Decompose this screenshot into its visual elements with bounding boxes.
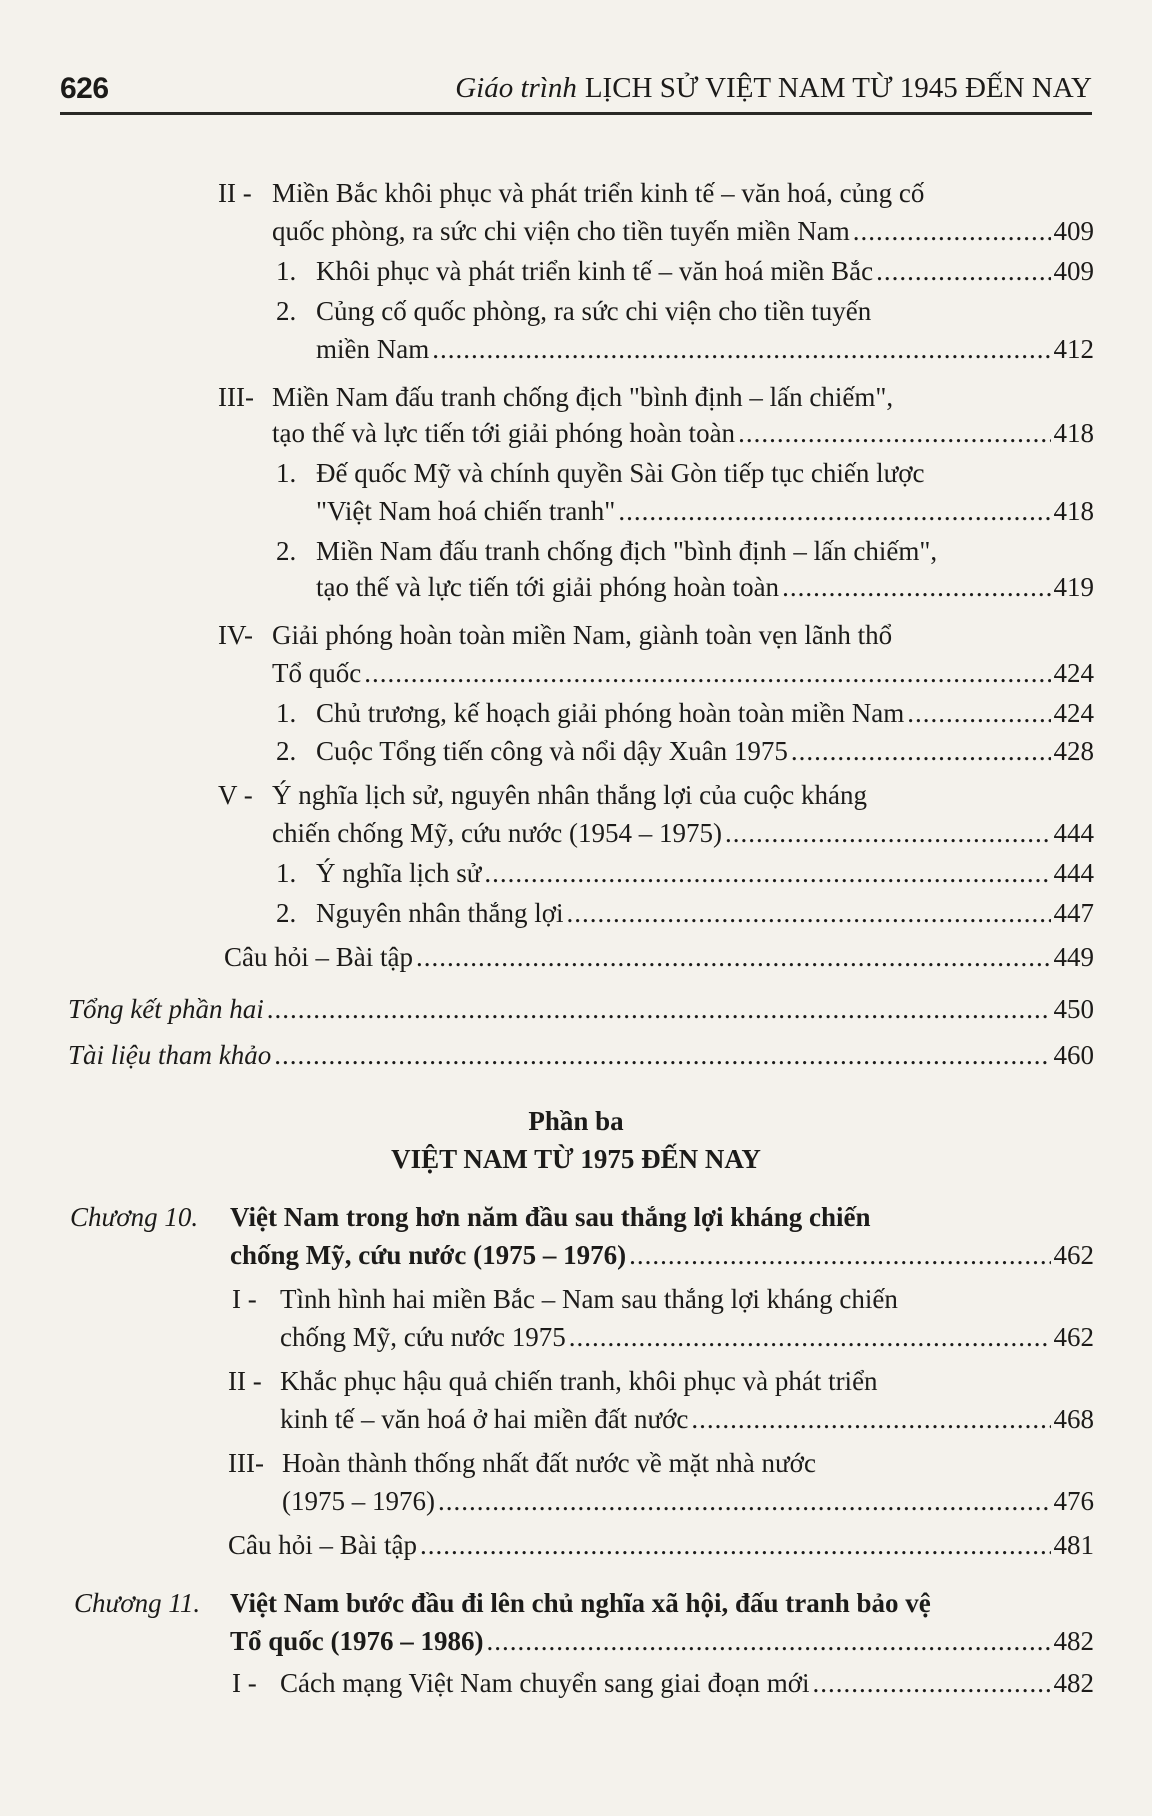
chapter-title: Việt Nam trong hơn năm đầu sau thắng lợi kháng chiến bbox=[230, 1202, 871, 1232]
toc-entry-text: chống Mỹ, cứu nước 1975 bbox=[280, 1322, 566, 1352]
toc-page-number: 447 bbox=[1053, 898, 1094, 928]
toc-entry bbox=[316, 856, 1094, 890]
toc-entry bbox=[272, 816, 1094, 850]
toc-entry bbox=[280, 1666, 1094, 1700]
chapter-title: Tổ quốc (1976 – 1986) bbox=[230, 1626, 484, 1656]
toc-entry-text: chiến chống Mỹ, cứu nước (1954 – 1975) bbox=[272, 818, 722, 848]
toc-page-number: 482 bbox=[1053, 1668, 1094, 1698]
toc-page-number: 424 bbox=[1053, 658, 1094, 688]
leader-dots bbox=[267, 992, 1051, 1026]
toc-page-number: 428 bbox=[1053, 736, 1094, 766]
leader-dots bbox=[791, 734, 1051, 768]
toc-entry-text: tạo thế và lực tiến tới giải phóng hoàn toàn bbox=[272, 418, 736, 448]
toc-entry-text: Nguyên nhân thắng lợi bbox=[316, 898, 564, 928]
toc-entry-text: Đế quốc Mỹ và chính quyền Sài Gòn tiếp tục chiến lược bbox=[316, 458, 925, 488]
chapter-title: chống Mỹ, cứu nước (1975 – 1976) bbox=[230, 1240, 627, 1270]
toc-label: II - bbox=[228, 1366, 262, 1396]
leader-dots bbox=[876, 254, 1050, 288]
toc-page-number: 462 bbox=[1053, 1240, 1094, 1270]
toc-entry-text: (1975 – 1976) bbox=[282, 1486, 435, 1516]
toc-label: III- bbox=[218, 382, 254, 412]
running-header bbox=[60, 68, 1092, 115]
toc-entry bbox=[280, 1320, 1094, 1354]
leader-dots bbox=[629, 1238, 1050, 1272]
toc-entry-text: Chủ trương, kế hoạch giải phóng hoàn toàn miền Nam bbox=[316, 698, 905, 728]
toc-page-number: 412 bbox=[1053, 334, 1094, 364]
toc-label: IV- bbox=[218, 620, 254, 650]
toc-entry-text: Tổ quốc bbox=[272, 658, 362, 688]
page-number: 626 bbox=[60, 72, 109, 105]
toc-page-number: 449 bbox=[1053, 942, 1094, 972]
leader-dots bbox=[569, 1320, 1051, 1354]
toc-entry-text: kinh tế – văn hoá ở hai miền đất nước bbox=[280, 1404, 689, 1434]
leader-dots bbox=[484, 856, 1050, 890]
toc-entry-text: Tình hình hai miền Bắc – Nam sau thắng lợi kháng chiến bbox=[280, 1284, 898, 1314]
leader-dots bbox=[738, 416, 1050, 450]
toc-page-number: 460 bbox=[1053, 1040, 1094, 1070]
toc-page-number: 468 bbox=[1053, 1404, 1094, 1434]
toc-entry bbox=[282, 1484, 1094, 1518]
toc-entry-text: miền Nam bbox=[316, 334, 430, 364]
toc-page-number: 476 bbox=[1053, 1486, 1094, 1516]
toc-label: 2. bbox=[276, 536, 297, 566]
toc-label: 1. bbox=[276, 458, 297, 488]
toc-label: I - bbox=[232, 1284, 257, 1314]
toc-page-number: 409 bbox=[1053, 216, 1094, 246]
toc-entry bbox=[280, 1402, 1094, 1436]
toc-entry-text: Cách mạng Việt Nam chuyển sang giai đoạn mới bbox=[280, 1668, 810, 1698]
toc-entry bbox=[272, 214, 1094, 248]
leader-dots bbox=[416, 940, 1051, 974]
toc-entry-text: Tài liệu tham khảo bbox=[68, 1040, 272, 1070]
leader-dots bbox=[432, 332, 1050, 366]
toc-entry bbox=[228, 1528, 1094, 1562]
toc-page-number: 444 bbox=[1053, 858, 1094, 888]
toc-entry bbox=[316, 254, 1094, 288]
toc-label: 2. bbox=[276, 898, 297, 928]
toc-entry-text: Ý nghĩa lịch sử, nguyên nhân thắng lợi của cuộc kháng bbox=[272, 780, 868, 810]
leader-dots bbox=[274, 1038, 1050, 1072]
toc-entry-text: Câu hỏi – Bài tập bbox=[228, 1530, 417, 1560]
toc-label: 2. bbox=[276, 296, 297, 326]
toc-entry bbox=[68, 992, 1094, 1026]
toc-entry-text: Cuộc Tổng tiến công và nổi dậy Xuân 1975 bbox=[316, 736, 788, 766]
part-subtitle: VIỆT NAM TỪ 1975 ĐẾN NAY bbox=[391, 1144, 761, 1174]
toc-page-number: 450 bbox=[1053, 994, 1094, 1024]
toc-page-number: 462 bbox=[1053, 1322, 1094, 1352]
leader-dots bbox=[691, 1402, 1050, 1436]
toc-entry-text: Ý nghĩa lịch sử bbox=[316, 858, 482, 888]
toc-label: V - bbox=[218, 780, 253, 810]
toc-entry bbox=[224, 940, 1094, 974]
toc-entry bbox=[316, 734, 1094, 768]
toc-page-number: 424 bbox=[1053, 698, 1094, 728]
toc-entry bbox=[230, 1624, 1094, 1658]
toc-label: III- bbox=[228, 1448, 264, 1478]
leader-dots bbox=[813, 1666, 1051, 1700]
leader-dots bbox=[907, 696, 1050, 730]
toc-entry-text: Khôi phục và phát triển kinh tế – văn hoá miền Bắc bbox=[316, 256, 874, 286]
toc-page-number: 444 bbox=[1053, 818, 1094, 848]
toc-entry-text: Củng cố quốc phòng, ra sức chi viện cho tiền tuyến bbox=[316, 296, 872, 326]
toc-entry bbox=[316, 332, 1094, 366]
chapter-label: Chương 10. bbox=[70, 1202, 199, 1232]
toc-page-number: 418 bbox=[1053, 418, 1094, 448]
toc-page-number: 409 bbox=[1053, 256, 1094, 286]
toc-entry-text: Miền Nam đấu tranh chống địch "bình định – lấn chiếm", bbox=[272, 382, 894, 412]
toc-page-number: 419 bbox=[1053, 572, 1094, 602]
toc-entry-text: Hoàn thành thống nhất đất nước về mặt nhà nước bbox=[282, 1448, 816, 1478]
toc-page-number: 481 bbox=[1053, 1530, 1094, 1560]
leader-dots bbox=[420, 1528, 1051, 1562]
toc-label: 2. bbox=[276, 736, 297, 766]
toc-entry-text: Tổng kết phần hai bbox=[68, 994, 264, 1024]
toc-entry-text: Câu hỏi – Bài tập bbox=[224, 942, 413, 972]
toc-label: 1. bbox=[276, 858, 297, 888]
toc-entry bbox=[68, 1038, 1094, 1072]
toc-entry bbox=[272, 656, 1094, 690]
toc-page-number: 482 bbox=[1053, 1626, 1094, 1656]
toc-entry bbox=[316, 494, 1094, 528]
toc-entry bbox=[316, 896, 1094, 930]
leader-dots bbox=[438, 1484, 1051, 1518]
leader-dots bbox=[487, 1624, 1051, 1658]
toc-entry bbox=[230, 1238, 1094, 1272]
chapter-label: Chương 11. bbox=[74, 1588, 201, 1618]
toc-label: 1. bbox=[276, 256, 297, 286]
toc-entry-text: Khắc phục hậu quả chiến tranh, khôi phục và phát triển bbox=[280, 1366, 878, 1396]
leader-dots bbox=[364, 656, 1050, 690]
toc-label: II - bbox=[218, 178, 252, 208]
toc-entry-text: Miền Nam đấu tranh chống địch "bình định – lấn chiếm", bbox=[316, 536, 938, 566]
toc-entry bbox=[272, 416, 1094, 450]
toc-entry-text: quốc phòng, ra sức chi viện cho tiền tuyến miền Nam bbox=[272, 216, 850, 246]
toc-entry-text: Miền Bắc khôi phục và phát triển kinh tế – văn hoá, củng cố bbox=[272, 178, 925, 208]
toc-entry bbox=[316, 570, 1094, 604]
chapter-title: Việt Nam bước đầu đi lên chủ nghĩa xã hội, đấu tranh bảo vệ bbox=[230, 1588, 931, 1618]
leader-dots bbox=[725, 816, 1051, 850]
part-title: Phần ba bbox=[528, 1106, 624, 1136]
running-title-main: LỊCH SỬ VIỆT NAM TỪ 1945 ĐẾN NAY bbox=[584, 72, 1092, 104]
toc-entry-text: Giải phóng hoàn toàn miền Nam, giành toàn vẹn lãnh thổ bbox=[272, 620, 893, 650]
leader-dots bbox=[853, 214, 1051, 248]
toc-entry bbox=[316, 696, 1094, 730]
toc-entry-text: tạo thế và lực tiến tới giải phóng hoàn toàn bbox=[316, 572, 780, 602]
toc-label: I - bbox=[232, 1668, 257, 1698]
leader-dots bbox=[618, 494, 1050, 528]
running-title-italic: Giáo trình bbox=[455, 72, 577, 104]
toc-entry-text: "Việt Nam hoá chiến tranh" bbox=[316, 496, 616, 526]
leader-dots bbox=[566, 896, 1050, 930]
toc-label: 1. bbox=[276, 698, 297, 728]
toc-page-number: 418 bbox=[1053, 496, 1094, 526]
running-title bbox=[455, 72, 1092, 105]
leader-dots bbox=[782, 570, 1050, 604]
